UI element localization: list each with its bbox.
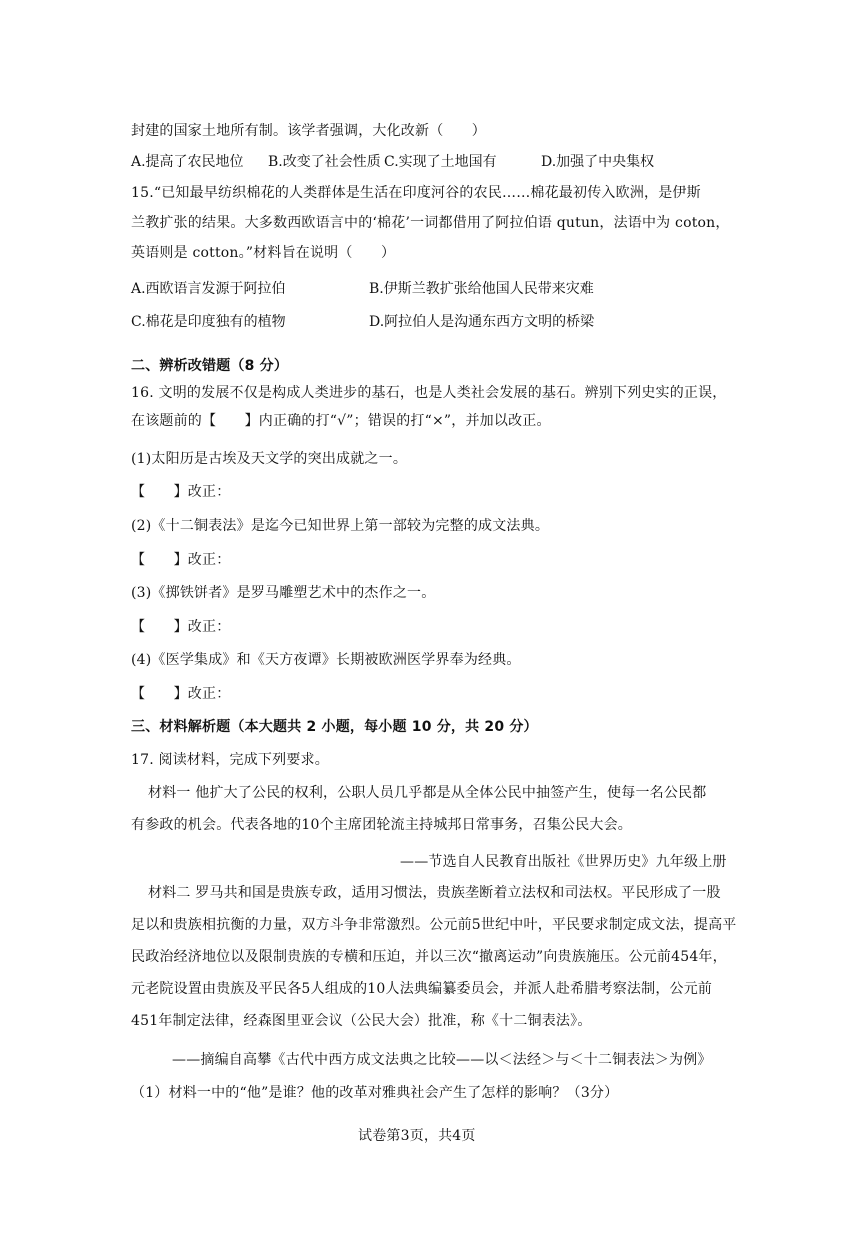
q14-option-d: D.加强了中央集权 [541,154,655,170]
q15-option-c: C.棉花是印度独有的植物 [131,314,286,330]
q16-correction-2: 【 】改正： [131,552,231,568]
page-footer: 试卷第3页，共4页 [358,1128,476,1144]
material-2-line-1: 材料二 罗马共和国是贵族专政，适用习惯法，贵族垄断着立法权和司法权。平民形成了一股 [148,885,721,901]
material-2-line-3: 民政治经济地位以及限制贵族的专横和压迫，并以三次“撤离运动”向贵族施压。公元前454年， [131,949,727,965]
q14-option-a: A.提高了农民地位 [131,154,244,170]
q14-stem-tail: 封建的国家土地所有制。该学者强调，大化改新（ ） [131,123,486,139]
material-2-line-2: 足以和贵族相抗衡的力量，双方斗争非常激烈。公元前5世纪中叶，平民要求制定成文法，提高平 [131,917,737,933]
q17-subquestion-1: （1）材料一中的“他”是谁？他的改革对雅典社会产生了怎样的影响？（3分） [131,1085,619,1101]
q14-option-b: B.改变了社会性质 [268,154,381,170]
section-3-heading: 三、材料解析题（本大题共 2 小题，每小题 10 分，共 20 分） [131,719,538,735]
q15-stem-line-1: 15.“已知最早纺织棉花的人类群体是生活在印度河谷的农民……棉花最初传入欧洲，是伊斯 [131,185,701,201]
q16-stem-line-1: 16. 文明的发展不仅是构成人类进步的基石，也是人类社会发展的基石。辨别下列史实的正误， [131,385,727,401]
q14-option-c: C.实现了土地国有 [384,154,497,170]
q15-option-a: A.西欧语言发源于阿拉伯 [131,281,286,297]
q17-stem: 17. 阅读材料，完成下列要求。 [131,752,329,768]
material-1-line-1: 材料一 他扩大了公民的权利，公职人员几乎都是从全体公民中抽签产生，使每一名公民都 [148,785,707,801]
q16-correction-4: 【 】改正： [131,686,231,702]
section-2-heading: 二、辨析改错题（8 分） [131,358,289,374]
q16-item-1: (1)太阳历是古埃及天文学的突出成就之一。 [131,451,408,467]
q16-correction-1: 【 】改正： [131,484,231,500]
material-2-source: ——摘编自高攀《古代中西方成文法典之比较——以＜法经＞与＜十二铜表法＞为例》 [172,1052,712,1068]
material-1-source: ——节选自人民教育出版社《世界历史》九年级上册 [400,854,727,870]
q15-option-d: D.阿拉伯人是沟通东西方文明的桥梁 [369,314,595,330]
q16-stem-line-2: 在该题前的【 】内正确的打“√”；错误的打“×”，并加以改正。 [131,413,551,429]
q15-stem-line-3: 英语则是 cotton。”材料旨在说明（ ） [131,245,396,261]
q16-item-2: (2)《十二铜表法》是迄今已知世界上第一部较为完整的成文法典。 [131,518,550,534]
q16-item-4: (4)《医学集成》和《天方夜谭》长期被欧洲医学界奉为经典。 [131,652,521,668]
material-1-line-2: 有参政的机会。代表各地的10个主席团轮流主持城邦日常事务，召集公民大会。 [131,817,633,833]
q16-correction-3: 【 】改正： [131,619,231,635]
material-2-line-4: 元老院设置由贵族及平民各5人组成的10人法典编纂委员会，并派人赴希腊考察法制，公元前 [131,981,713,997]
q16-item-3: (3)《掷铁饼者》是罗马雕塑艺术中的杰作之一。 [131,585,436,601]
q15-option-b: B.伊斯兰教扩张给他国人民带来灾难 [369,281,594,297]
q15-stem-line-2: 兰教扩张的结果。大多数西欧语言中的‘棉花’一词都借用了阿拉伯语 qutun，法语中为 coton， [131,215,730,231]
material-2-line-5: 451年制定法律，经森图里亚会议（公民大会）批准，称《十二铜表法》。 [131,1013,592,1029]
